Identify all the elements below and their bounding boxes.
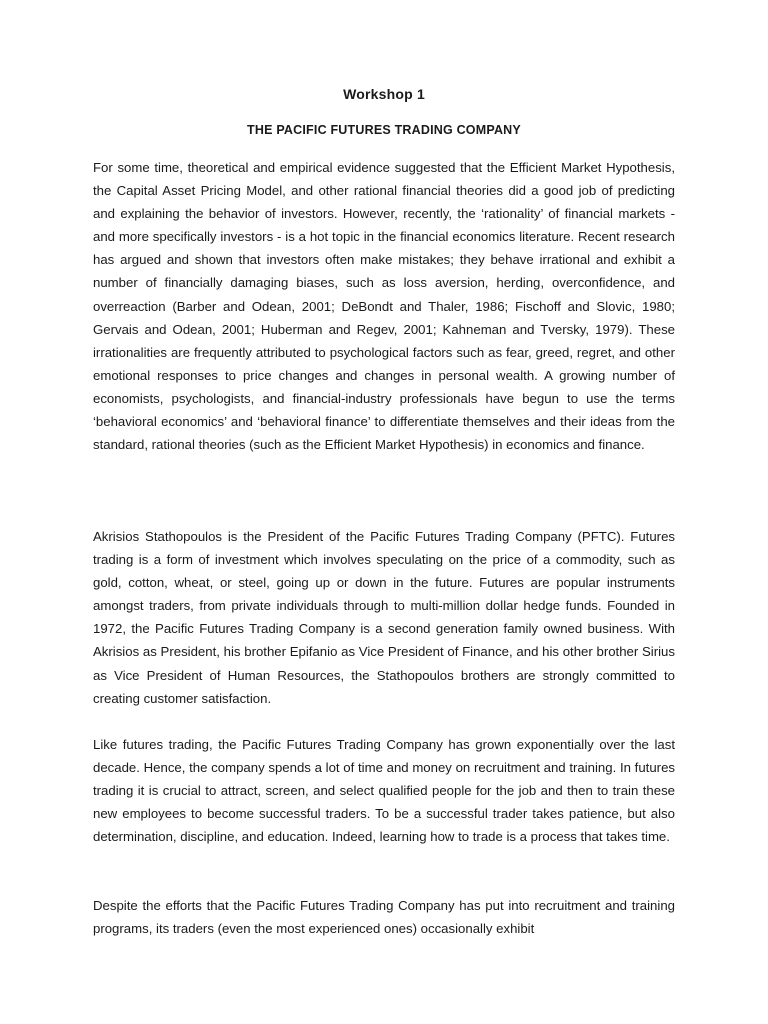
paragraph-efficient-market: For some time, theoretical and empirical evidence suggested that the Efficient Market Hypothesis, the Capital Asset Pricing Model, and other rational financial theories did a good job of predicting and explaining the behavior of investors. However, recently, the ‘rationality’ of financial markets - and more specifically investors - is a hot topic in the financial economics literature. Recent research has argued and shown that investors often make mistakes; they behave irrational and exhibit a number of financially damaging biases, such as loss aversion, herding, overconfidence, and overreaction (Barber and Odean, 2001; DeBondt and Thaler, 1986; Fischoff and Slovic, 1980; Gervais and Odean, 2001; Huberman and Regev, 2001; Kahneman and Tversky, 1979). These irrationalities are frequently attributed to psychological factors such as fear, greed, regret, and other emotional responses to price changes and changes in personal wealth. A growing number of economists, psychologists, and financial-industry professionals have begun to use the terms ‘behavioral economics’ and ‘behavioral finance’ to differentiate themselves and their ideas from the standard, rational theories (such as the Efficient Market Hypothesis) in economics and finance.: [93, 160, 675, 453]
paragraph-trader-biases: Despite the efforts that the Pacific Futures Trading Company has put into recruitment and training programs, its traders (even the most experienced ones) occasionally exhibit: [93, 898, 675, 937]
document-subtitle: THE PACIFIC FUTURES TRADING COMPANY: [247, 123, 521, 137]
paragraph-recruitment-training: Like futures trading, the Pacific Futures Trading Company has grown exponentially over the last decade. Hence, the company spends a lot of time and money on recruitment and training. In futures trading it is crucial to attract, screen, and select qualified people for the job and then to train these new employees to become successful traders. To be a successful trader takes patience, but also determination, discipline, and education. Indeed, learning how to trade is a process that takes time.: [93, 737, 675, 845]
document-title: Workshop 1: [343, 86, 425, 102]
paragraph-company-background: Akrisios Stathopoulos is the President of the Pacific Futures Trading Company (PFTC). Futures trading is a form of investment which involves speculating on the price of a commodity, such as gold, cotton, wheat, or steel, going up or down in the future. Futures are popular instruments amongst traders, from private individuals through to multi-million dollar hedge funds. Founded in 1972, the Pacific Futures Trading Company is a second generation family owned business. With Akrisios as President, his brother Epifanio as Vice President of Finance, and his other brother Sirius as Vice President of Human Resources, the Stathopoulos brothers are strongly committed to creating customer satisfaction.: [93, 529, 675, 706]
